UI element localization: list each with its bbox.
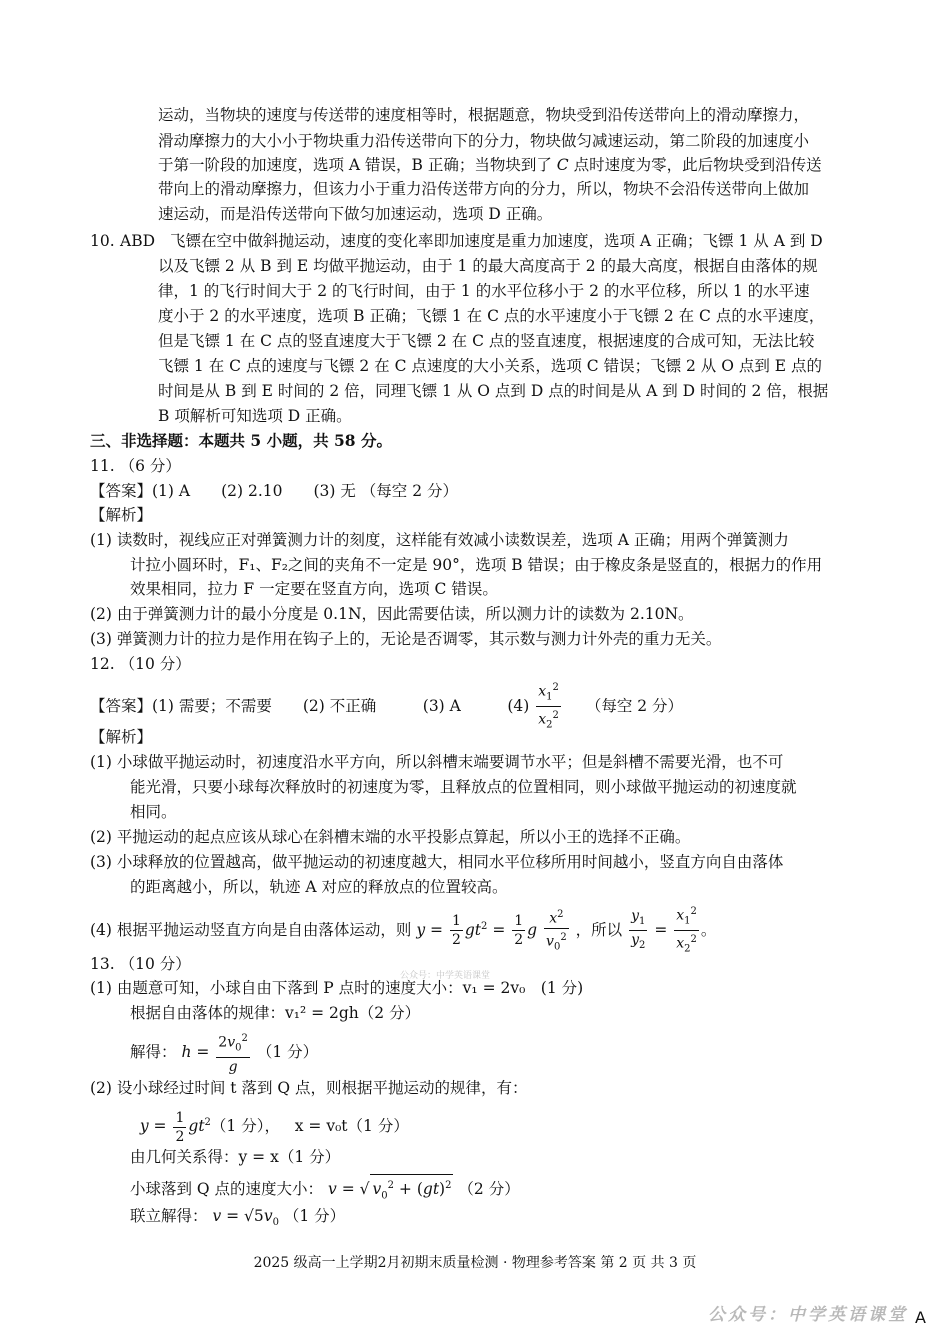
- q10-line-1: 飞镖在空中做斜抛运动，速度的变化率即加速度是重力加速度，选项 A 正确；飞镖 1 从 A 到 D: [170, 232, 823, 250]
- q12-s1-line-3: 相同。: [130, 803, 177, 821]
- q13-s2-line-2: y = $\frac{1}{2}$ $gt^2(1$ 分）， x = v₀t（1 分）: [139, 1109, 409, 1145]
- q9-cont-line-2: 滑动摩擦力的大小小于物块重力沿传送带向下的分力，物块做匀减速运动，第二阶段的加速度小: [158, 132, 810, 150]
- q10-line-6: 飞镖 1 在 C 点的速度与飞镖 2 在 C 点速度的大小关系，选项 C 错误；飞镖 2 从 O 点到 E 点的: [158, 357, 823, 375]
- q12-fraction-x1sq-over-x2sq: $\frac{x_1^2}{x_2^2}$: [536, 679, 561, 735]
- q12-s3-line-2: 的距离越小，所以，轨迹 A 对应的释放点的位置较高。: [130, 878, 508, 896]
- q12-answer: 【答案】(1) 需要；不需要 (2) 不正确 (3) A (4) $\frac{x_1^2}{x_2^2}$ （每空 2 分）: [90, 679, 683, 735]
- q11-s2: (2) 由于弹簧测力计的最小分度是 0.1N，因此需要估读，所以测力计的读数为 2.10N。: [90, 605, 694, 623]
- watermark-mid: 公众号：中学英语课堂: [400, 971, 491, 981]
- q13-s2-line-1: (2) 设小球经过时间 t 落到 Q 点，则根据平抛运动的规律，有：: [90, 1079, 528, 1097]
- q9-cont-line-1: 运动，当物块的速度与传送带的速度相等时，根据题意，物块受到沿传送带向上的滑动摩擦力，: [158, 106, 810, 124]
- q9-cont-line-5: 速运动，而是沿传送带向下做匀加速运动，选项 D 正确。: [158, 205, 553, 223]
- q11-s1-line-1: (1) 读数时，视线应正对弹簧测力计的刻度，这样能有效减小读数误差，选项 A 正确；用两个弹簧测力: [90, 531, 789, 549]
- q12-s3-line-1: (3) 小球释放的位置越高，做平抛运动的初速度越大，相同水平位移所用时间越小，竖直方向自由落体: [90, 853, 784, 871]
- q13-s2-line-5: 联立解得： $v = √5v_0$ （1 分）: [130, 1207, 346, 1229]
- q11-s3: (3) 弹簧测力计的拉力是作用在钩子上的，无论是否调零，其示数与测力计外壳的重力无关。: [90, 630, 722, 648]
- q12-s4: (4) 根据平抛运动竖直方向是自由落体运动，则 y = $\frac{1}{2}$ $gt^2$ = $\frac{1}{2}$ g $\frac{x^2}{v_0^2}$ ，所以 $\frac{y_1}{y_2}$ = $\frac{x_1^2}{x_2^2}$ 。: [90, 903, 716, 959]
- q13-s1-line-1: (1) 由题意可知，小球自由下落到 P 点时的速度大小：v₁ = 2v₀ (1 分): [90, 979, 584, 997]
- q10-line-8: B 项解析可知选项 D 正确。: [158, 407, 352, 425]
- q12-analysis-label: 【解析】: [90, 728, 153, 746]
- q13-heading: 13. （10 分）: [90, 955, 191, 973]
- q10-line-5: 但是飞镖 1 在 C 点的竖直速度大于飞镖 2 在 C 点的竖直速度，根据速度的合成可知，无法比较: [158, 332, 815, 350]
- q13-s1-line-3: 解得： h = $\frac{2v_0^2}{g}$ （1 分）: [130, 1030, 318, 1076]
- q10-line-2: 以及飞镖 2 从 B 到 E 均做平抛运动，由于 1 的最大高度高于 2 的最大高度，根据自由落体的规: [158, 257, 818, 275]
- section-3-heading: 三、非选择题：本题共 5 小题，共 58 分。: [90, 431, 392, 450]
- q11-analysis-label: 【解析】: [90, 506, 153, 524]
- q9-cont-line-4: 带向上的滑动摩擦力，但该力小于重力沿传送带方向的分力，所以，物块不会沿传送带向上做加: [158, 180, 810, 198]
- q10-line-3: 律，1 的飞行时间大于 2 的飞行时间，由于 1 的水平位移小于 2 的水平位移，所以 1 的水平速: [158, 282, 810, 300]
- q11-s1-line-3: 效果相同，拉力 F 一定要在竖直方向，选项 C 错误。: [130, 580, 498, 598]
- q10-line-7: 时间是从 B 到 E 时间的 2 倍，同理飞镖 1 从 O 点到 D 点的时间是从 A 到 D 时间的 2 倍，根据: [158, 382, 829, 400]
- q11-answer: 【答案】(1) A (2) 2.10 (3) 无 （每空 2 分）: [90, 482, 458, 500]
- q11-heading: 11. （6 分）: [90, 457, 181, 475]
- q10-answer: ABD: [120, 232, 156, 250]
- q11-s1-line-2: 计拉小圆环时，F₁、F₂之间的夹角不一定是 90°，选项 B 错误；由于橡皮条是竖直的，根据力的作用: [130, 556, 823, 574]
- watermark-bottom: 公众号：中学英语课堂: [708, 1305, 908, 1325]
- q12-heading: 12. （10 分）: [90, 655, 191, 673]
- q10-line-4: 度小于 2 的水平速度，选项 B 正确；飞镖 1 在 C 点的水平速度小于飞镖 2 在 C 点的水平速度，: [158, 307, 825, 325]
- q12-s1-line-1: (1) 小球做平抛运动时，初速度沿水平方向，所以斜槽末端要调节水平；但是斜槽不需要光滑，也不可: [90, 753, 784, 771]
- page-footer: 2025 级高一上学期2月初期末质量检测 · 物理参考答案 第 2 页 共 3 页: [253, 1255, 697, 1271]
- q13-s2-line-3: 由几何关系得：y = x（1 分）: [130, 1148, 341, 1166]
- q10-number: 10.: [90, 232, 115, 250]
- q13-s2-line-4: 小球落到 Q 点的速度大小： v = √ $v_0^2 + (gt)^2$ （2 分）: [130, 1174, 520, 1207]
- corner-mark: A: [915, 1308, 926, 1327]
- q12-s1-line-2: 能光滑，只要小球每次释放时的初速度为零，且释放点的位置相同，则小球做平抛运动的初速度就: [130, 778, 797, 796]
- q12-s2: (2) 平抛运动的起点应该从球心在斜槽末端的水平投影点算起，所以小王的选择不正确。: [90, 828, 691, 846]
- q9-cont-line-3: 于第一阶段的加速度，选项 A 错误，B 正确；当物块到了 C 点时速度为零，此后物块受到沿传送: [158, 156, 822, 174]
- q13-s1-line-2: 根据自由落体的规律：v₁² = 2gh（2 分）: [130, 1004, 421, 1022]
